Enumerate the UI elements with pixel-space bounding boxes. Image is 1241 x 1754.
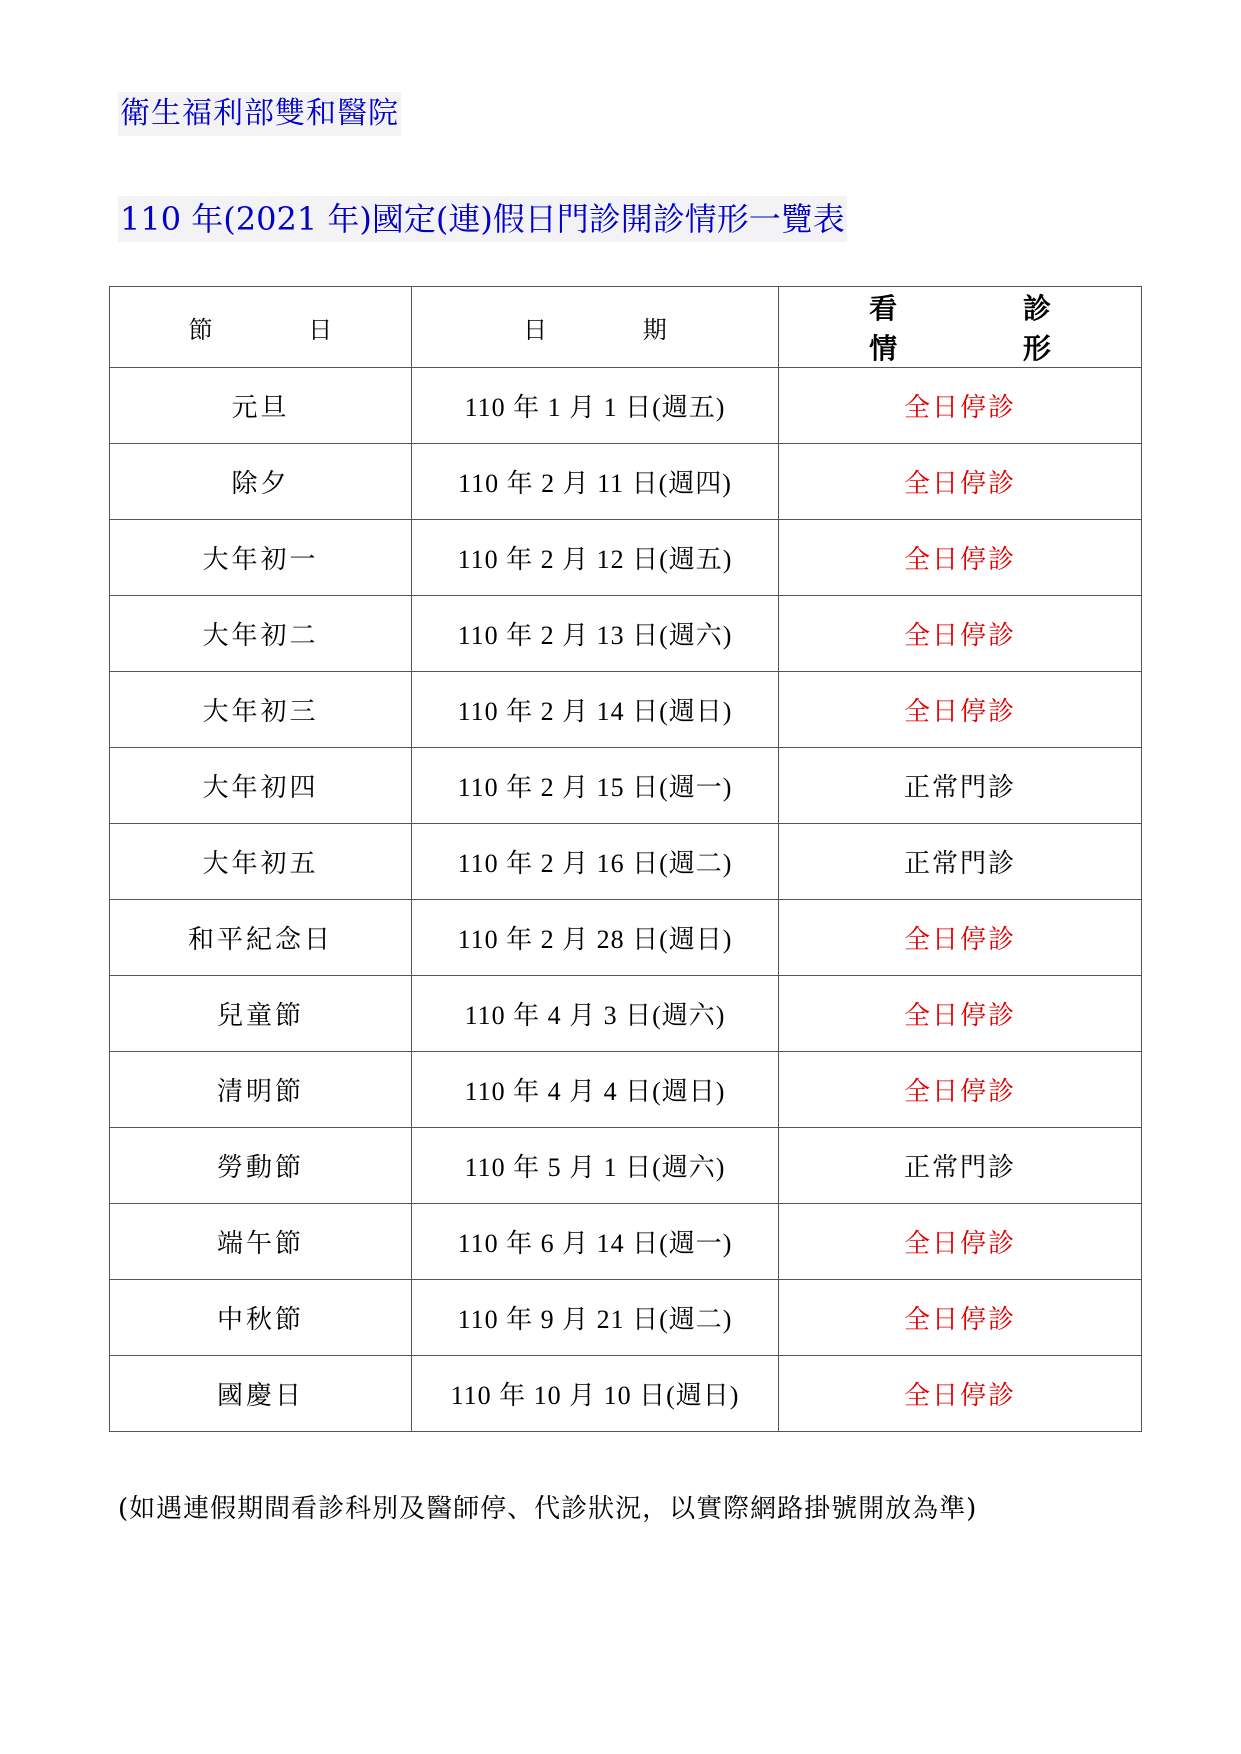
table-header-row [110,287,1142,368]
status-cell: 全日停診 [779,368,1142,444]
status-cell: 正常門診 [779,824,1142,900]
status-cell: 全日停診 [779,1280,1142,1356]
status-cell: 全日停診 [779,596,1142,672]
holiday-name-cell: 大年初三 [110,672,412,748]
date-cell: 110 年 9 月 21 日(週二) [412,1280,779,1356]
hospital-name: 衛生福利部雙和醫院 [118,92,401,136]
holiday-name-cell: 除夕 [110,444,412,520]
holiday-name-cell: 清明節 [110,1052,412,1128]
table-row [110,520,1142,596]
holiday-name-cell: 中秋節 [110,1280,412,1356]
date-cell: 110 年 2 月 12 日(週五) [412,520,779,596]
table-row [110,1280,1142,1356]
table-row [110,976,1142,1052]
holiday-name-cell: 和平紀念日 [110,900,412,976]
date-cell: 110 年 5 月 1 日(週六) [412,1128,779,1204]
date-cell: 110 年 2 月 16 日(週二) [412,824,779,900]
date-cell: 110 年 2 月 28 日(週日) [412,900,779,976]
date-cell: 110 年 1 月 1 日(週五) [412,368,779,444]
status-cell: 全日停診 [779,1356,1142,1432]
holiday-name-cell: 大年初一 [110,520,412,596]
status-cell: 全日停診 [779,976,1142,1052]
table-row [110,1204,1142,1280]
table-row [110,444,1142,520]
holiday-schedule-table [109,286,1142,1432]
status-cell: 全日停診 [779,1204,1142,1280]
holiday-name-cell: 大年初二 [110,596,412,672]
status-cell: 全日停診 [779,444,1142,520]
column-header-date: 日 期 [412,287,779,368]
status-cell: 正常門診 [779,748,1142,824]
table-row [110,900,1142,976]
holiday-name-cell: 勞動節 [110,1128,412,1204]
holiday-name-cell: 兒童節 [110,976,412,1052]
table-row [110,368,1142,444]
table-row [110,1356,1142,1432]
date-cell: 110 年 2 月 11 日(週四) [412,444,779,520]
table-row [110,672,1142,748]
table-row [110,596,1142,672]
status-cell: 全日停診 [779,520,1142,596]
date-cell: 110 年 6 月 14 日(週一) [412,1204,779,1280]
date-cell: 110 年 4 月 4 日(週日) [412,1052,779,1128]
date-cell: 110 年 4 月 3 日(週六) [412,976,779,1052]
status-cell: 全日停診 [779,900,1142,976]
column-header-holiday: 節 日 [110,287,412,368]
status-cell: 全日停診 [779,1052,1142,1128]
page-title: 110 年(2021 年)國定(連)假日門診開診情形一覽表 [118,196,847,242]
holiday-name-cell: 元旦 [110,368,412,444]
date-cell: 110 年 2 月 14 日(週日) [412,672,779,748]
date-cell: 110 年 2 月 15 日(週一) [412,748,779,824]
table-row [110,824,1142,900]
status-cell: 正常門診 [779,1128,1142,1204]
holiday-name-cell: 大年初四 [110,748,412,824]
holiday-name-cell: 大年初五 [110,824,412,900]
date-cell: 110 年 2 月 13 日(週六) [412,596,779,672]
status-cell: 全日停診 [779,672,1142,748]
date-cell: 110 年 10 月 10 日(週日) [412,1356,779,1432]
holiday-name-cell: 端午節 [110,1204,412,1280]
footnote: (如遇連假期間看診科別及醫師停、代診狀況，以實際網路掛號開放為準) [118,1494,978,1524]
column-header-status: 看 診 情 形 [779,287,1142,368]
holiday-name-cell: 國慶日 [110,1356,412,1432]
table-row [110,748,1142,824]
table-row [110,1052,1142,1128]
table-row [110,1128,1142,1204]
